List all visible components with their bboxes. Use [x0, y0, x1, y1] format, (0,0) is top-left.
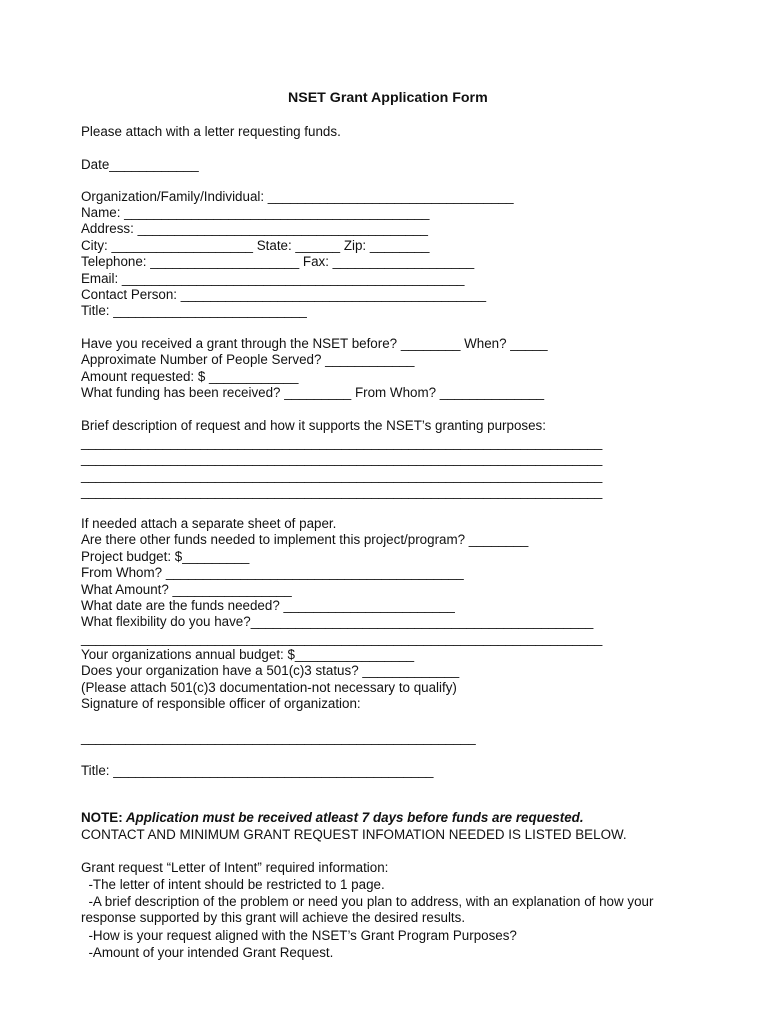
- signature-field[interactable]: _____________________________________________________: [81, 730, 476, 745]
- attach-501c3-note: (Please attach 501(c)3 documentation-not necessary to qualify): [81, 680, 457, 695]
- contact-person-field[interactable]: Contact Person: _________________________________________: [81, 287, 487, 302]
- annual-budget-field[interactable]: Your organizations annual budget: $________________: [81, 647, 415, 662]
- telephone-fax-field[interactable]: Telephone: ____________________ Fax: ___________________: [81, 254, 475, 269]
- loi-heading: Grant request “Letter of Intent” required information:: [81, 860, 389, 875]
- status-501c3-field[interactable]: Does your organization have a 501(c)3 status? _____________: [81, 663, 460, 678]
- amount-requested-field[interactable]: Amount requested: $ ____________: [81, 369, 299, 384]
- description-line[interactable]: ______________________________________________________________________: [81, 468, 603, 483]
- loi-item: -A brief description of the problem or need you plan to address, with an explanation of how your: [81, 894, 654, 909]
- people-served-field[interactable]: Approximate Number of People Served? ____________: [81, 352, 415, 367]
- prior-grant-field[interactable]: Have you received a grant through the NSET before? ________ When? _____: [81, 336, 548, 351]
- name-field[interactable]: Name: _________________________________________: [81, 205, 430, 220]
- address-field[interactable]: Address: _______________________________________: [81, 221, 429, 236]
- flexibility-line[interactable]: ______________________________________________________________________: [81, 631, 603, 646]
- project-budget-field[interactable]: Project budget: $_________: [81, 549, 250, 564]
- city-state-zip-field[interactable]: City: ___________________ State: ______ Zip: ________: [81, 238, 430, 253]
- loi-item: response supported by this grant will achieve the desired results.: [81, 910, 466, 925]
- note-text: Application must be received atleast 7 days before funds are requested.: [122, 810, 584, 825]
- note-label: NOTE:: [81, 810, 123, 825]
- description-line[interactable]: ______________________________________________________________________: [81, 435, 603, 450]
- loi-item: -The letter of intent should be restricted to 1 page.: [81, 877, 385, 892]
- from-whom-field[interactable]: From Whom? ________________________________________: [81, 565, 464, 580]
- contact-info-note: CONTACT AND MINIMUM GRANT REQUEST INFOMATION NEEDED IS LISTED BELOW.: [81, 827, 627, 842]
- form-title: NSET Grant Application Form: [288, 90, 488, 106]
- note-line: [81, 810, 584, 826]
- intro-text: Please attach with a letter requesting funds.: [81, 124, 341, 139]
- loi-item: -How is your request aligned with the NSET’s Grant Program Purposes?: [81, 928, 517, 943]
- description-line[interactable]: ______________________________________________________________________: [81, 451, 603, 466]
- organization-field[interactable]: Organization/Family/Individual: _________________________________: [81, 189, 514, 204]
- signature-label: Signature of responsible officer of organization:: [81, 696, 361, 711]
- email-field[interactable]: Email: ______________________________________________: [81, 271, 465, 286]
- what-amount-field[interactable]: What Amount? ________________: [81, 582, 292, 597]
- other-funds-field[interactable]: Are there other funds needed to implement this project/program? ________: [81, 532, 529, 547]
- flexibility-field[interactable]: What flexibility do you have?______________________________________________: [81, 614, 594, 629]
- description-line[interactable]: ______________________________________________________________________: [81, 484, 603, 499]
- title-field[interactable]: Title: __________________________: [81, 303, 307, 318]
- separate-sheet-note: If needed attach a separate sheet of paper.: [81, 516, 337, 531]
- loi-item: -Amount of your intended Grant Request.: [81, 945, 334, 960]
- signature-title-field[interactable]: Title: ___________________________________________: [81, 763, 434, 778]
- funding-received-field[interactable]: What funding has been received? _________ From Whom? ______________: [81, 385, 545, 400]
- brief-description-label: Brief description of request and how it supports the NSET’s granting purposes:: [81, 418, 546, 433]
- date-field[interactable]: Date____________: [81, 157, 199, 172]
- date-needed-field[interactable]: What date are the funds needed? _______________________: [81, 598, 455, 613]
